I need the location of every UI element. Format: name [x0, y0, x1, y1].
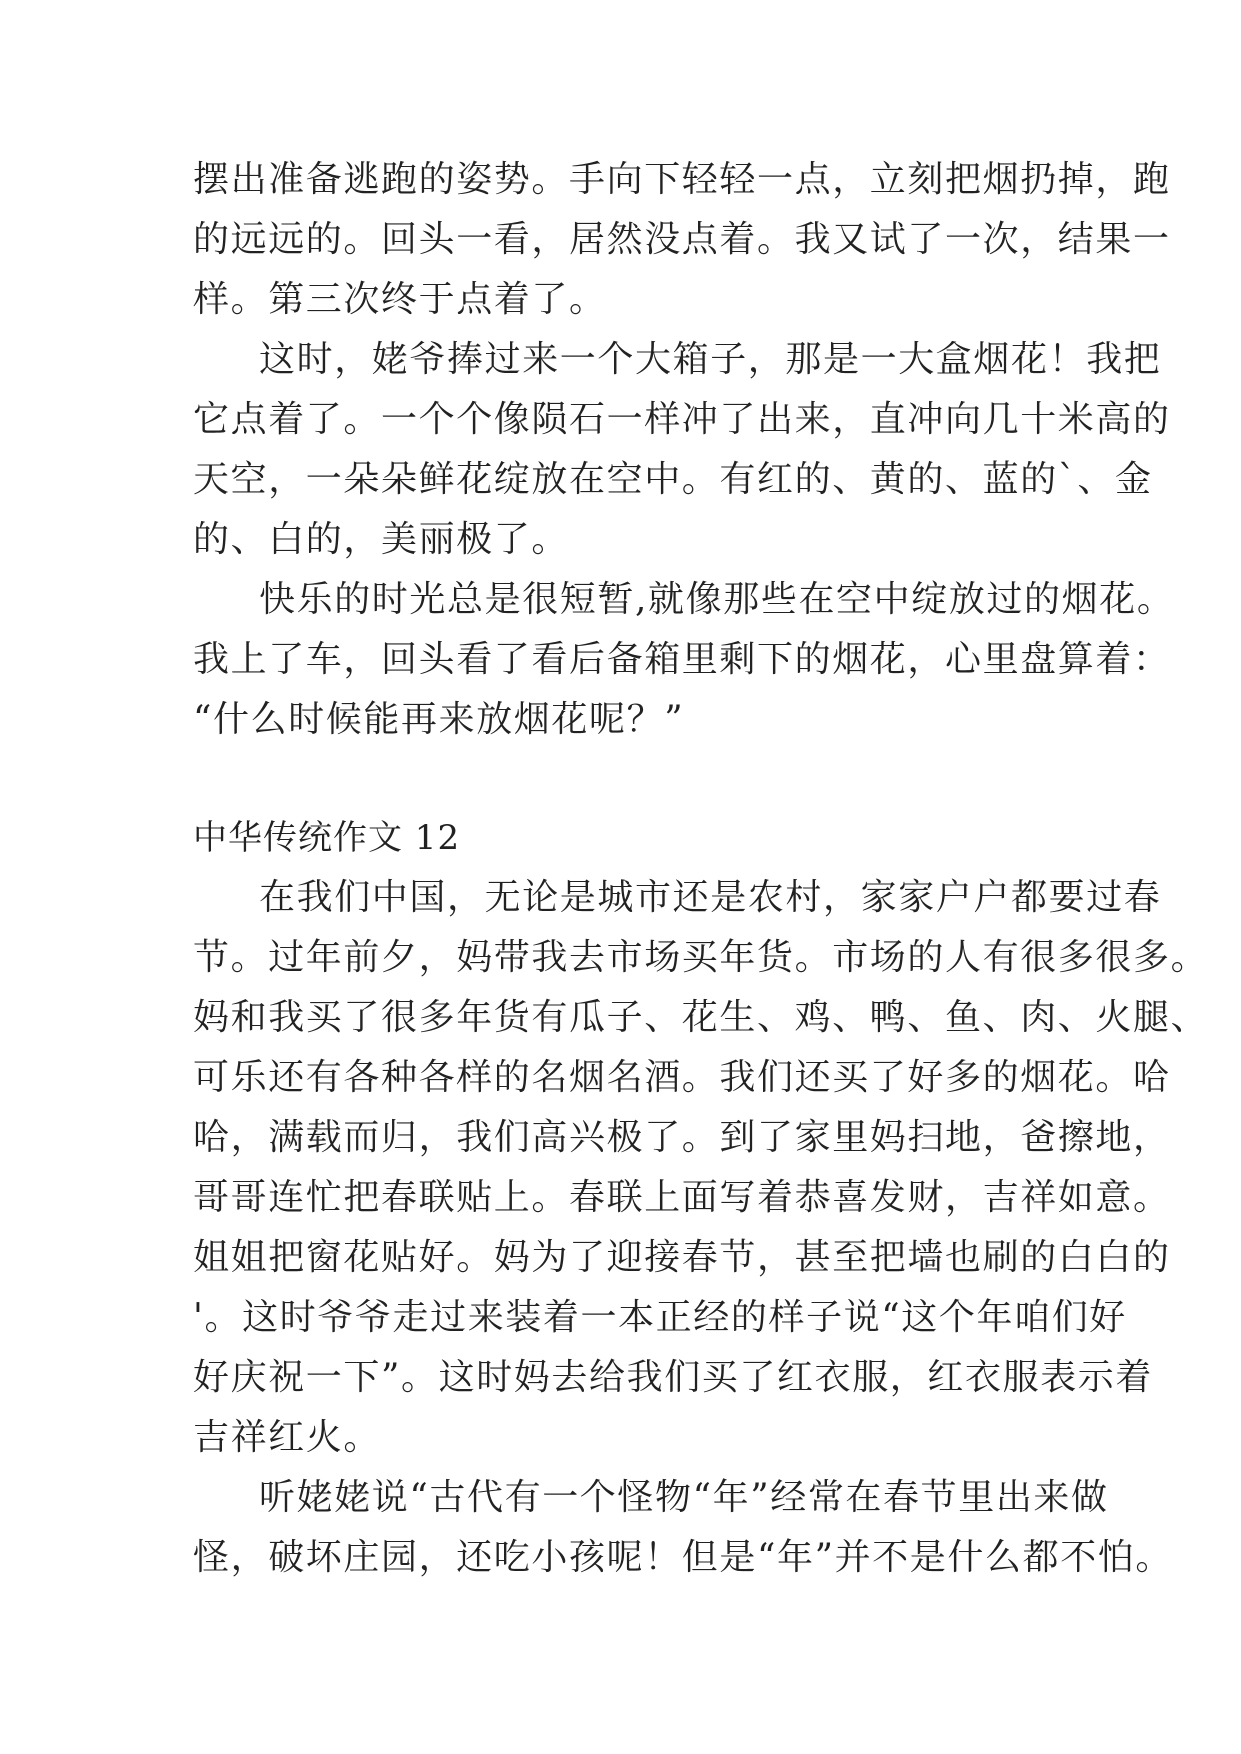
paragraph-happy-time [193, 570, 1175, 750]
text-line: '。这时爷爷走过来装着一本正经的样子说“这个年咱们好 [193, 1297, 1127, 1338]
text-line: 摆出准备逃跑的姿势。手向下轻轻一点，立刻把烟扔掉，跑 [193, 159, 1171, 200]
text-line: 听姥姥说“古代有一个怪物“年”经常在春节里出来做 [259, 1477, 1109, 1518]
document-page [193, 150, 1209, 1588]
text-line: 在我们中国，无论是城市还是农村，家家户户都要过春 [259, 877, 1162, 918]
text-line: 怪，破坏庄园，还吃小孩呢！但是“年”并不是什么都不怕。 [193, 1537, 1174, 1578]
paragraph-spring-festival [193, 868, 1209, 1468]
text-line: 节。过年前夕，妈带我去市场买年货。市场的人有很多很多。 [193, 937, 1209, 978]
text-line: 妈和我买了很多年货有瓜子、花生、鸡、鸭、鱼、肉、火腿、 [193, 997, 1209, 1038]
text-line: 好庆祝一下”。这时妈去给我们买了红衣服，红衣服表示着 [193, 1357, 1154, 1398]
section-heading: 中华传统作文 12 [193, 818, 461, 858]
text-line: 可乐还有各种各样的名烟名酒。我们还买了好多的烟花。哈 [193, 1057, 1171, 1098]
paragraph-escape [193, 150, 1171, 330]
text-line: 我上了车，回头看了看后备箱里剩下的烟花，心里盘算着： [193, 639, 1171, 680]
text-line: 快乐的时光总是很短暂,就像那些在空中绽放过的烟花。 [259, 579, 1175, 620]
text-line: 的、白的，美丽极了。 [193, 519, 570, 560]
text-line: 它点着了。一个个像陨石一样冲了出来，直冲向几十米高的 [193, 399, 1171, 440]
text-line: 样。第三次终于点着了。 [193, 279, 607, 320]
text-line: 姐姐把窗花贴好。妈为了迎接春节，甚至把墙也刷的白白的 [193, 1237, 1171, 1278]
paragraph-nian-legend [193, 1468, 1174, 1588]
text-line: 天空，一朵朵鲜花绽放在空中。有红的、黄的、蓝的`、金 [193, 459, 1153, 500]
section-spacer [193, 750, 1063, 808]
text-line: “什么时候能再来放烟花呢？” [193, 699, 685, 740]
text-line: 哈，满载而归，我们高兴极了。到了家里妈扫地，爸擦地， [193, 1117, 1171, 1158]
text-line: 吉祥红火。 [193, 1417, 382, 1458]
text-line: 哥哥连忙把春联贴上。春联上面写着恭喜发财，吉祥如意。 [193, 1177, 1171, 1218]
text-line: 的远远的。回头一看，居然没点着。我又试了一次，结果一 [193, 219, 1171, 260]
paragraph-fireworks-box [193, 330, 1171, 570]
text-line: 这时，姥爷捧过来一个大箱子，那是一大盒烟花！我把 [259, 339, 1162, 380]
